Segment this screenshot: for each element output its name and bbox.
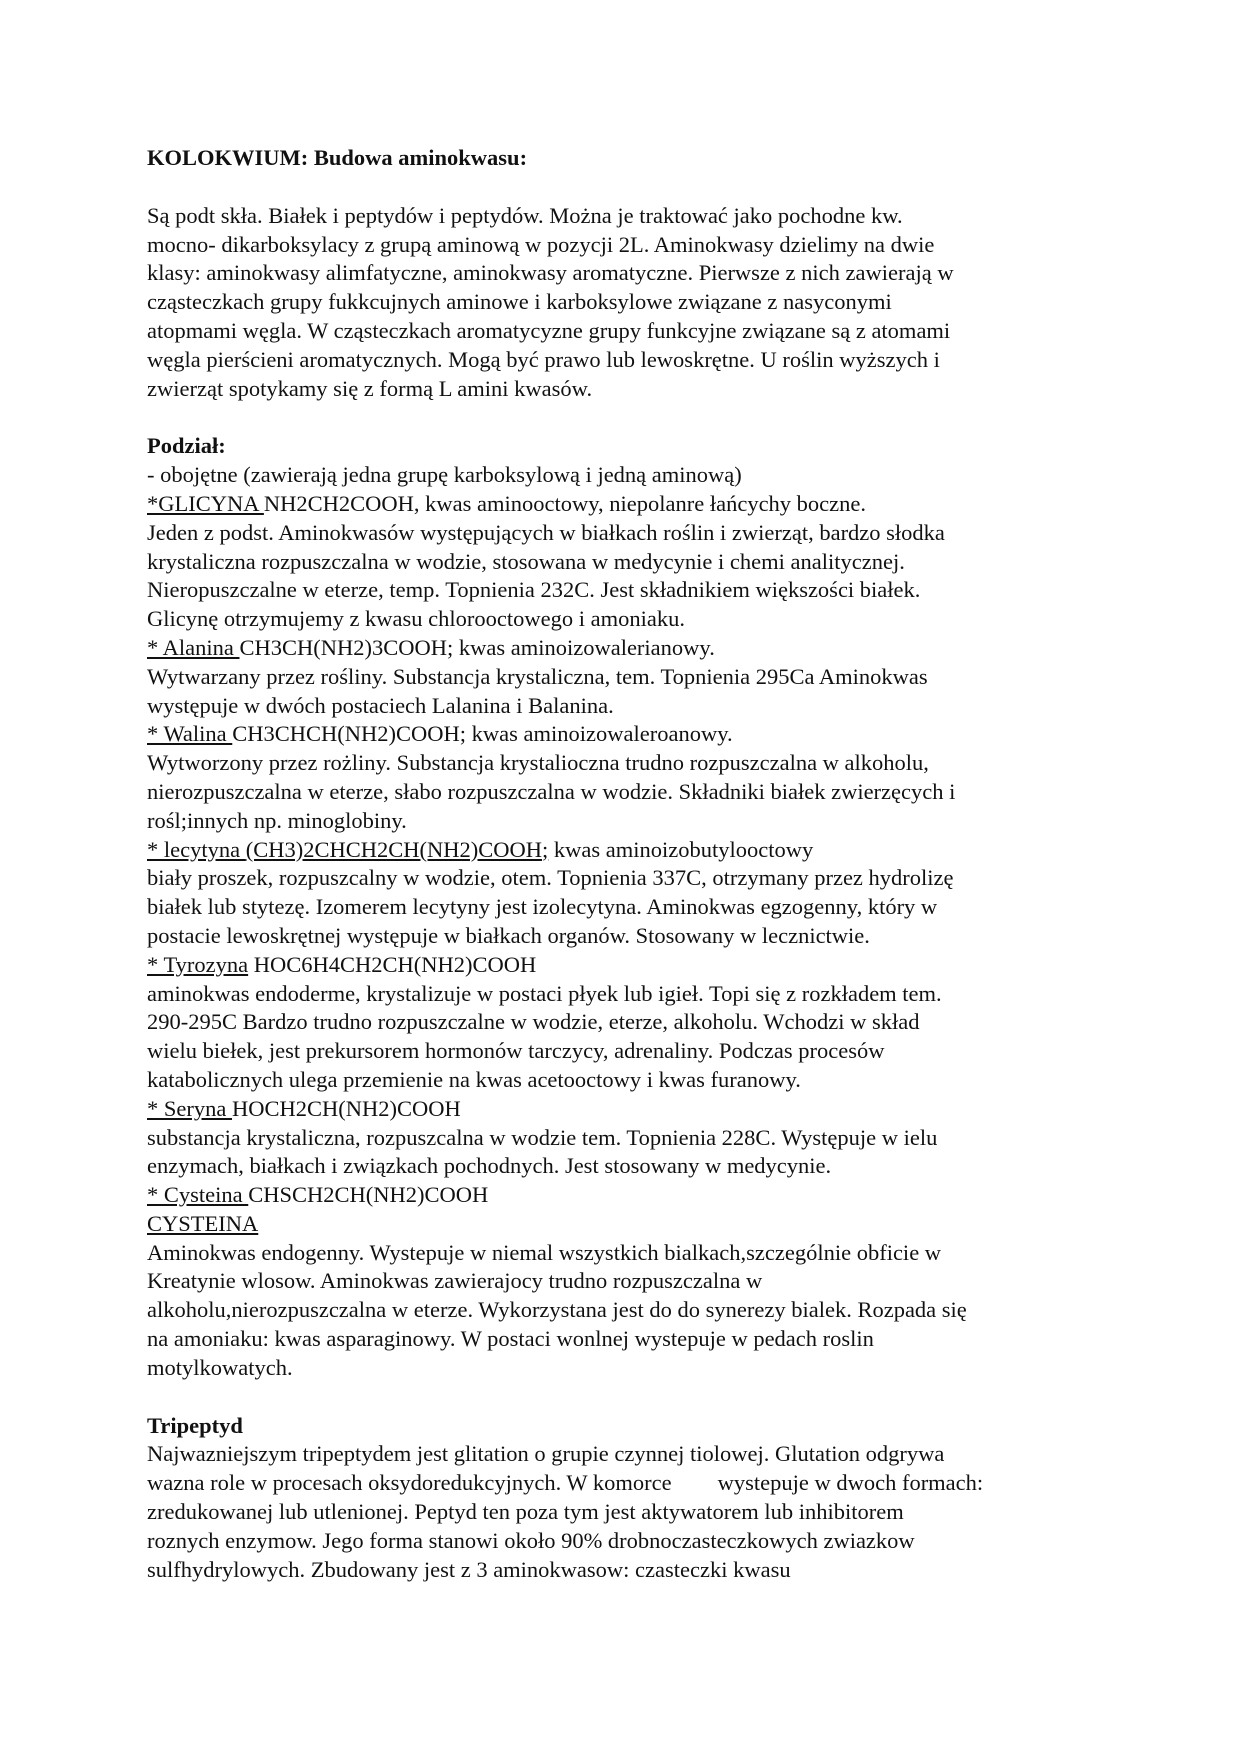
- entry-tyrozyna-name: * Tyrozyna: [147, 951, 249, 977]
- entry-seryna-formula: HOCH2CH(NH2)COOH: [231, 1095, 461, 1121]
- entry-lecytyna-header: [147, 836, 1087, 865]
- entry-glicyna-name: *GLICYNA: [147, 490, 264, 516]
- text-line: Najwazniejszym tripeptydem jest glitation o grupie czynnej tiolowej. Glutation odgrywa: [147, 1441, 945, 1467]
- text-line: enzymach, białkach i związkach pochodnych. Jest stosowany w medycynie.: [147, 1153, 832, 1179]
- entry-lecytyna-rest: kwas aminoizobutylooctowy: [548, 836, 814, 862]
- cysteina-caps-label: CYSTEINA: [147, 1210, 259, 1236]
- entry-alanina-name: * Alanina: [147, 634, 240, 660]
- text-line: klasy: aminokwasy alimfatyczne, aminokwasy aromatyczne. Pierwsze z nich zawierają w: [147, 260, 954, 286]
- text-line: zredukowanej lub utlenionej. Peptyd ten poza tym jest aktywatorem lub inhibitorem: [147, 1499, 904, 1525]
- entry-walina-header: [147, 720, 1087, 749]
- text-line: atopmami węgla. W cząsteczkach aromatycyzne grupy funkcyjne związane są z atomami: [147, 317, 951, 343]
- text-line: motylkowatych.: [147, 1354, 293, 1380]
- text-line: nierozpuszczalna w eterze, słabo rozpuszczalna w wodzie. Składniki białek zwierzęcych i: [147, 778, 956, 804]
- entry-tyrozyna-header: [147, 951, 1087, 980]
- tripeptyd-line2-b: wystepuje w dwoch formach:: [717, 1470, 984, 1496]
- text-line: rośl;innych np. minoglobiny.: [147, 807, 407, 833]
- tripeptyd-line2-a: wazna role w procesach oksydoredukcyjnych. W komorce: [147, 1470, 672, 1496]
- entry-alanina-formula: CH3CH(NH2)3COOH; kwas aminoizowalerianowy.: [239, 634, 715, 660]
- text-line: Nieropuszczalne w eterze, temp. Topnienia 232C. Jest składnikiem większości białek.: [147, 577, 921, 603]
- entry-glicyna-formula: NH2CH2COOH, kwas aminooctowy, niepolanre łańcychy boczne.: [263, 490, 867, 516]
- entry-cysteina-caps: [147, 1210, 1087, 1239]
- entry-tyrozyna-formula: HOC6H4CH2CH(NH2)COOH: [248, 951, 537, 977]
- text-line: biały proszek, rozpuszcalny w wodzie, otem. Topnienia 337C, otrzymany przez hydrolizę: [147, 865, 954, 891]
- entry-seryna-header: [147, 1095, 1087, 1124]
- entry-lecytyna-name: * lecytyna: [147, 836, 246, 862]
- entry-cysteina-header: [147, 1181, 1087, 1210]
- spacer: [147, 173, 1087, 202]
- entry-glicyna-header: [147, 490, 1087, 519]
- entry-walina-name: * Walina: [147, 721, 233, 747]
- text-line: Kreatynie wlosow. Aminokwas zawierajocy trudno rozpuszczalna w: [147, 1268, 763, 1294]
- text-line: zwierząt spotykamy się z formą L amini kwasów.: [147, 375, 593, 401]
- intro-paragraph: [147, 202, 1087, 404]
- text-line: krystaliczna rozpuszczalna w wodzie, stosowana w medycynie i chemi analitycznej.: [147, 548, 905, 574]
- text-line: białek lub stytezę. Izomerem lecytyny jest izolecytyna. Aminokwas egzogenny, który w: [147, 894, 938, 920]
- text-line: wielu biełek, jest prekursorem hormonów tarczycy, adrenaliny. Podczas procesów: [147, 1038, 885, 1064]
- text-line: mocno- dikarboksylacy z grupą aminową w pozycji 2L. Aminokwasy dzielimy na dwie: [147, 231, 935, 257]
- heading-podzial: Podział:: [147, 433, 226, 459]
- text-line-with-tab: [147, 1469, 1087, 1498]
- text-line: roznych enzymow. Jego forma stanowi około 90% drobnoczasteczkowych zwiazkow: [147, 1527, 915, 1553]
- text-line: aminokwas endoderme, krystalizuje w postaci płyek lub igieł. Topi się z rozkładem tem.: [147, 980, 942, 1006]
- title-prefix: KOLOKWIUM:: [147, 145, 314, 170]
- text-line: sulfhydrylowych. Zbudowany jest z 3 aminokwasow: czasteczki kwasu: [147, 1556, 791, 1582]
- text-line: alkoholu,nierozpuszczalna w eterze. Wykorzystana jest do do synerezy bialek. Rozpada się: [147, 1297, 967, 1323]
- entry-cysteina-name: * Cysteina: [147, 1182, 249, 1208]
- text-line: katabolicznych ulega przemienie na kwas acetooctowy i kwas furanowy.: [147, 1066, 801, 1092]
- text-line: Glicynę otrzymujemy z kwasu chlorooctowego i amoniaku.: [147, 606, 685, 632]
- text-line: Wytwarzany przez rośliny. Substancja krystaliczna, tem. Topnienia 295Ca Aminokwas: [147, 663, 928, 689]
- text-line: substancja krystaliczna, rozpuszcalna w wodzie tem. Topnienia 228C. Występuje w ielu: [147, 1124, 938, 1150]
- entry-walina-formula: CH3CHCH(NH2)COOH; kwas aminoizowaleroanowy.: [232, 721, 733, 747]
- text-line: Aminokwas endogenny. Wystepuje w niemal wszystkich bialkach,szczególnie obficie w: [147, 1239, 942, 1265]
- text-line: Jeden z podst. Aminokwasów występujących w białkach roślin i zwierząt, bardzo słodka: [147, 519, 945, 545]
- podzial-subtitle: - obojętne (zawierają jedna grupę karboksylową i jedną aminową): [147, 462, 742, 488]
- spacer: [147, 1383, 1087, 1412]
- title-main: Budowa aminokwasu:: [313, 145, 528, 170]
- entry-seryna-name: * Seryna: [147, 1095, 232, 1121]
- text-line: 290-295C Bardzo trudno rozpuszczalne w wodzie, eterze, alkoholu. Wchodzi w skład: [147, 1009, 920, 1035]
- document-title: [147, 144, 1087, 173]
- text-line: Wytworzony przez rożliny. Substancja krystalioczna trudno rozpuszczalna w alkoholu,: [147, 750, 929, 776]
- entry-cysteina-formula: CHSCH2CH(NH2)COOH: [248, 1182, 489, 1208]
- heading-tripeptyd: Tripeptyd: [147, 1412, 243, 1438]
- text-line: cząsteczkach grupy fukkcujnych aminowe i karboksylowe związane z nasyconymi: [147, 289, 892, 315]
- entry-alanina-header: [147, 634, 1087, 663]
- text-line: Są podt skła. Białek i peptydów i peptydów. Można je traktować jako pochodne kw.: [147, 202, 903, 228]
- document-body: [147, 144, 1087, 1584]
- entry-lecytyna-semicolon: ;: [541, 836, 549, 862]
- entry-lecytyna-formula: (CH3)2CHCH2CH(NH2)COOH: [245, 836, 542, 862]
- text-line: węgla pierścieni aromatycznych. Mogą być prawo lub lewoskrętne. U roślin wyższych i: [147, 346, 940, 372]
- spacer: [147, 403, 1087, 432]
- text-line: występuje w dwóch postaciech Lalanina i Balanina.: [147, 692, 614, 718]
- text-line: postacie lewoskrętnej występuje w białkach organów. Stosowany w lecznictwie.: [147, 922, 870, 948]
- text-line: na amoniaku: kwas asparaginowy. W postaci wonlnej wystepuje w pedach roslin: [147, 1326, 874, 1352]
